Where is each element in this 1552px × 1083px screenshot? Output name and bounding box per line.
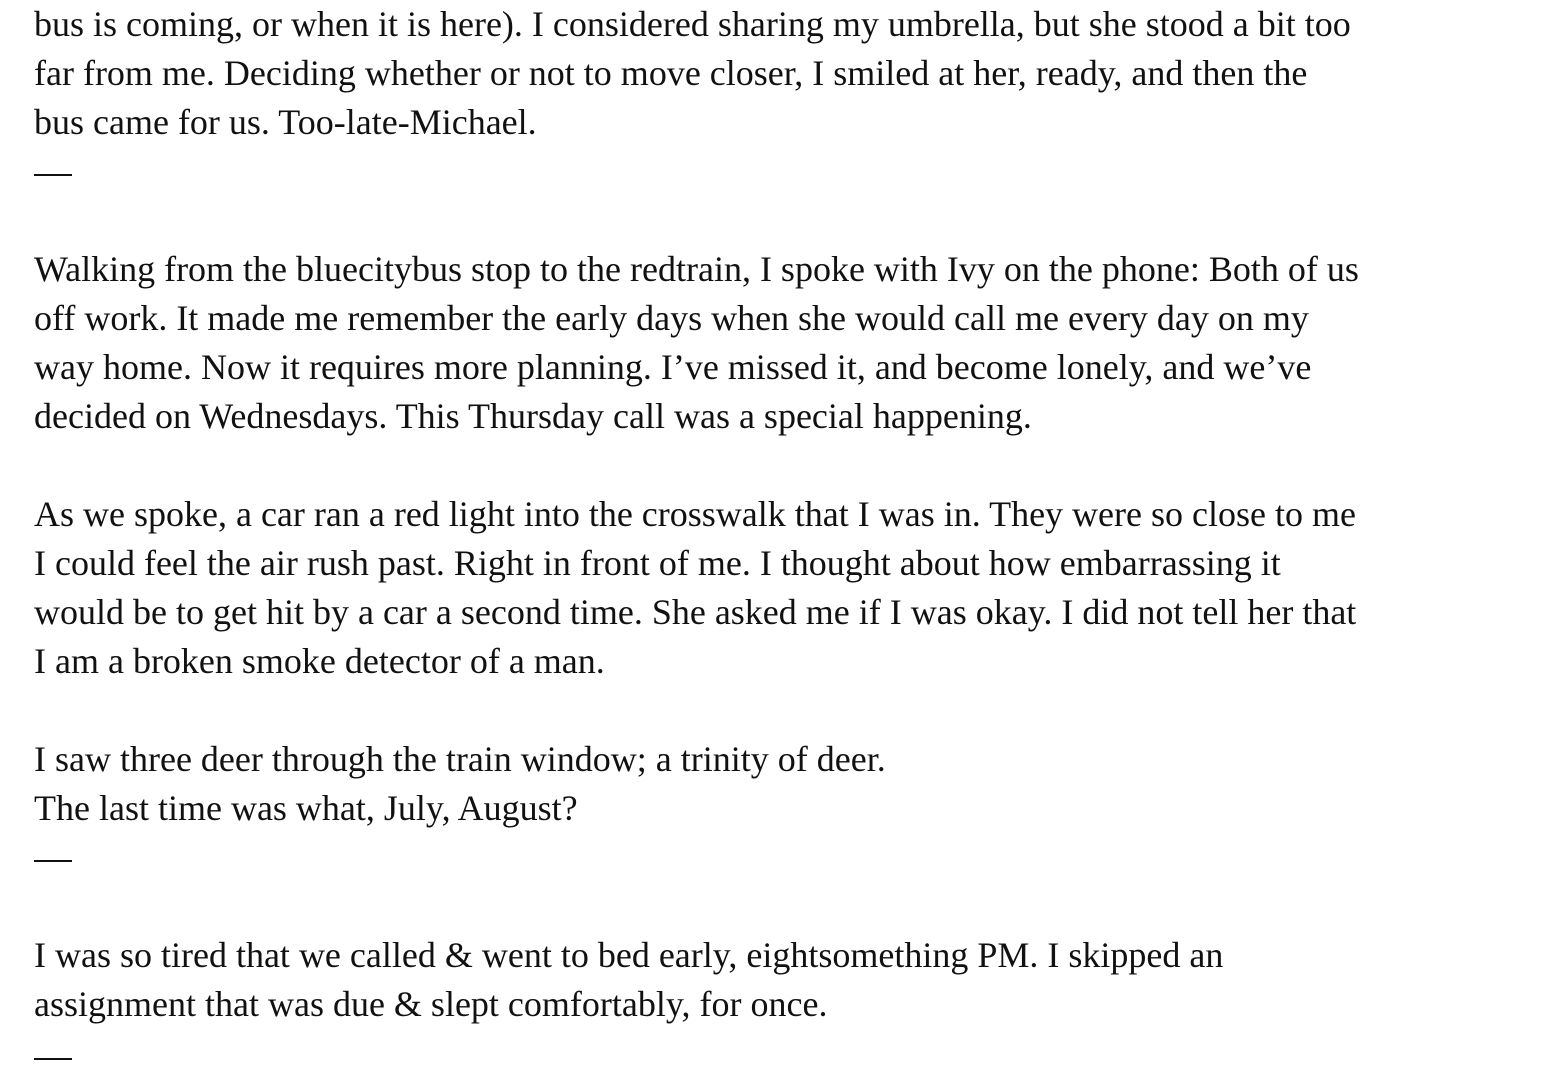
section-divider [34, 147, 1434, 196]
text-line: I was so tired that we called & went to bed early, eightsomething PM. I skipped an [34, 935, 1224, 975]
journal-text [34, 0, 1434, 1078]
text-line: I am a broken smoke detector of a man. [34, 641, 605, 681]
paragraph [34, 0, 1434, 147]
paragraph [34, 735, 1434, 833]
text-line: I saw three deer through the train window; a trinity of deer. [34, 739, 886, 779]
text-line: As we spoke, a car ran a red light into the crosswalk that I was in. They were so close to me [34, 494, 1356, 534]
blank-line [34, 882, 1434, 931]
blank-line [34, 441, 1434, 490]
blank-line [34, 196, 1434, 245]
text-line: bus is coming, or when it is here). I considered sharing my umbrella, but she stood a bit too [34, 4, 1351, 44]
text-line: The last time was what, July, August? [34, 788, 578, 828]
text-line: Walking from the bluecitybus stop to the redtrain, I spoke with Ivy on the phone: Both of us [34, 249, 1359, 289]
paragraph [34, 245, 1434, 441]
text-line: decided on Wednesdays. This Thursday call was a special happening. [34, 396, 1032, 436]
text-line: I could feel the air rush past. Right in front of me. I thought about how embarrassing it [34, 543, 1281, 583]
paragraph [34, 490, 1434, 686]
text-line: assignment that was due & slept comfortably, for once. [34, 984, 828, 1024]
paragraph [34, 931, 1434, 1029]
section-divider [34, 833, 1434, 882]
blank-line [34, 686, 1434, 735]
section-divider [34, 1029, 1434, 1078]
text-line: would be to get hit by a car a second time. She asked me if I was okay. I did not tell her that [34, 592, 1357, 632]
text-line: off work. It made me remember the early days when she would call me every day on my [34, 298, 1309, 338]
text-line: way home. Now it requires more planning. I’ve missed it, and become lonely, and we’ve [34, 347, 1312, 387]
text-line: far from me. Deciding whether or not to move closer, I smiled at her, ready, and then the [34, 53, 1308, 93]
text-line: bus came for us. Too-late-Michael. [34, 102, 537, 142]
